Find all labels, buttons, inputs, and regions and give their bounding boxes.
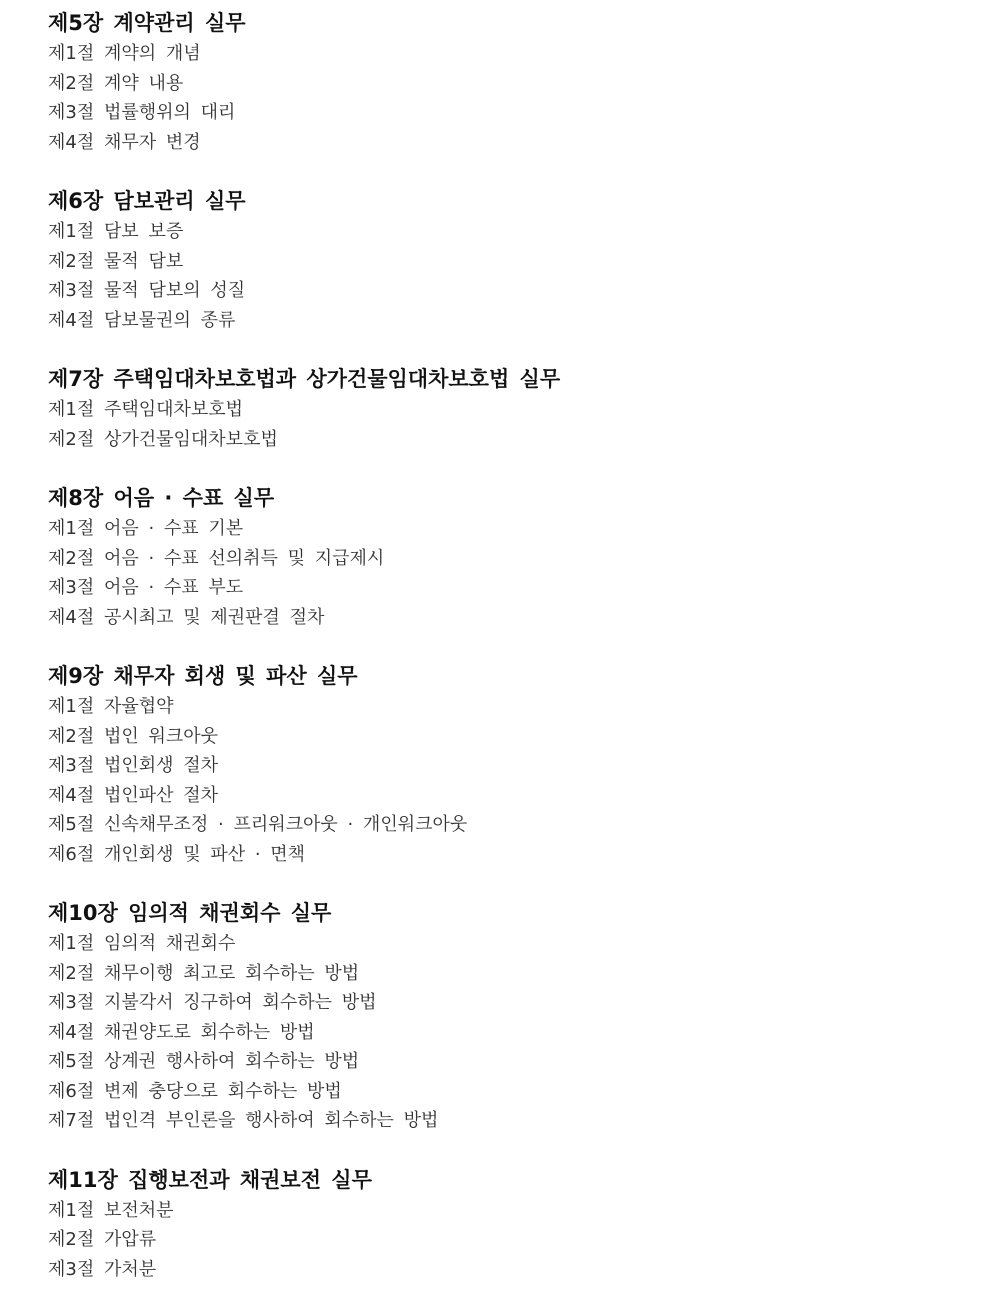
- chapter-11: [48, 1165, 968, 1285]
- section-item: 제4절 채권양도로 회수하는 방법: [48, 1021, 315, 1043]
- section-item: 제6절 개인회생 및 파산 · 면책: [48, 843, 306, 865]
- chapter-title: 제5장 계약관리 실무: [48, 11, 246, 35]
- chapter-9: [48, 661, 968, 869]
- section-item: 제6절 변제 충당으로 회수하는 방법: [48, 1080, 342, 1102]
- chapter-6: [48, 186, 968, 335]
- section-item: 제2절 가압류: [48, 1229, 157, 1250]
- chapter-5: [48, 8, 968, 157]
- section-item: 제2절 물적 담보: [48, 250, 184, 272]
- chapter-title: 제9장 채무자 회생 및 파산 실무: [48, 664, 358, 688]
- section-item: 제2절 어음 · 수표 선의취득 및 지급제시: [48, 547, 385, 569]
- chapter-title: 제7장 주택임대차보호법과 상가건물임대차보호법 실무: [48, 367, 561, 391]
- section-item: 제3절 어음 · 수표 부도: [48, 577, 244, 598]
- section-item: 제3절 법인회생 절차: [48, 755, 218, 776]
- section-item: 제2절 계약 내용: [48, 72, 184, 94]
- section-item: 제4절 공시최고 및 제권판결 절차: [48, 606, 325, 628]
- chapter-title: 제10장 임의적 채권회수 실무: [48, 901, 332, 925]
- section-item: 제2절 상가건물임대차보호법: [48, 428, 278, 450]
- section-item: 제4절 법인파산 절차: [48, 784, 218, 806]
- section-item: 제1절 어음 · 수표 기본: [48, 518, 244, 539]
- chapter-title: 제6장 담보관리 실무: [48, 189, 246, 213]
- section-item: 제1절 임의적 채권회수: [48, 933, 236, 954]
- section-item: 제3절 물적 담보의 성질: [48, 280, 246, 301]
- chapter-7: [48, 364, 968, 454]
- section-item: 제1절 담보 보증: [48, 221, 184, 242]
- section-item: 제5절 신속채무조정 · 프리워크아웃 · 개인워크아웃: [48, 814, 468, 835]
- section-item: 제3절 가처분: [48, 1258, 157, 1280]
- chapter-10: [48, 898, 968, 1136]
- section-item: 제2절 채무이행 최고로 회수하는 방법: [48, 962, 360, 984]
- section-item: 제4절 채무자 변경: [48, 131, 201, 153]
- section-item: 제1절 자율협약: [48, 696, 174, 717]
- table-of-contents: [48, 8, 968, 1313]
- chapter-title: 제8장 어음 · 수표 실무: [48, 486, 275, 510]
- section-item: 제1절 보전처분: [48, 1199, 174, 1221]
- section-item: 제5절 상계권 행사하여 회수하는 방법: [48, 1051, 360, 1072]
- section-item: 제4절 담보물권의 종류: [48, 309, 236, 331]
- section-item: 제1절 계약의 개념: [48, 43, 201, 64]
- chapter-8: [48, 483, 968, 632]
- section-item: 제1절 주택임대차보호법: [48, 399, 244, 420]
- chapter-title: 제11장 집행보전과 채권보전 실무: [48, 1167, 372, 1192]
- section-item: 제3절 지불각서 징구하여 회수하는 방법: [48, 992, 377, 1013]
- section-item: 제3절 법률행위의 대리: [48, 102, 236, 123]
- section-item: 제7절 법인격 부인론을 행사하여 회수하는 방법: [48, 1110, 439, 1131]
- section-item: 제2절 법인 워크아웃: [48, 725, 218, 747]
